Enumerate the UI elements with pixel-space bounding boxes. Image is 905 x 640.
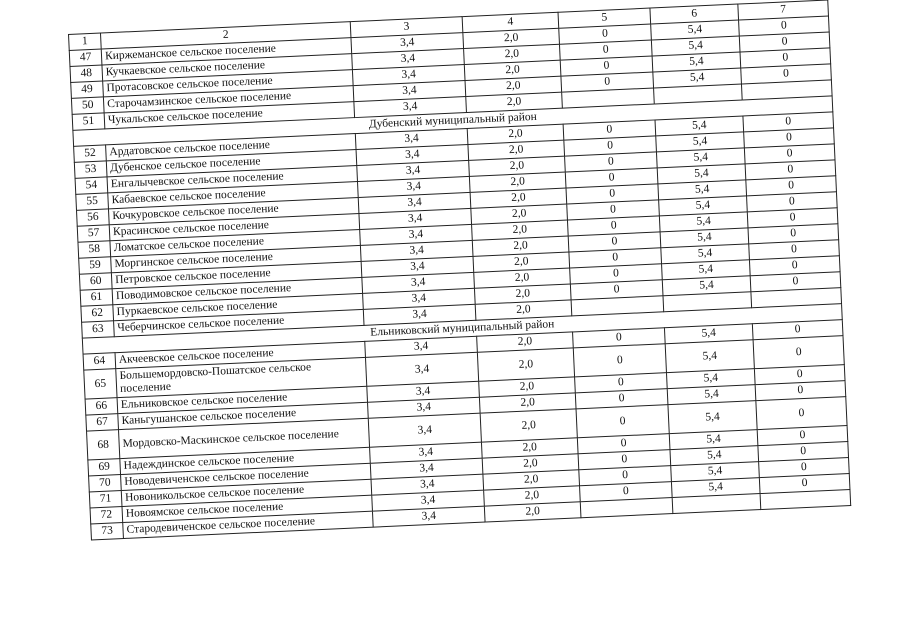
value-cell-c6: 5,4 <box>662 276 751 296</box>
value-cell-c3: 3,4 <box>360 224 473 245</box>
header-cell: 3 <box>350 17 463 38</box>
settlement-name: Акчеевское сельское поселение <box>115 341 365 368</box>
section-title: Дубенский муниципальный район <box>73 96 833 146</box>
value-cell-c7: 0 <box>754 365 845 385</box>
value-cell-c3: 3,4 <box>360 240 473 261</box>
value-cell-c6: 5,4 <box>664 324 753 344</box>
row-number: 65 <box>84 369 117 399</box>
row-number: 73 <box>91 523 124 540</box>
value-cell-c7: 0 <box>740 48 831 68</box>
value-cell-c4: 2,0 <box>470 188 567 208</box>
header-cell: 4 <box>462 12 559 32</box>
value-cell-c4: 2,0 <box>472 220 569 240</box>
value-cell-c4: 2,0 <box>469 172 566 192</box>
value-cell-c7: 0 <box>744 144 835 164</box>
value-cell-c3: 3,4 <box>363 304 476 325</box>
value-cell-c7: 0 <box>755 381 846 401</box>
value-cell-c4: 2,0 <box>464 60 561 80</box>
value-cell-c4: 2,0 <box>473 252 570 272</box>
value-cell-c4: 2,0 <box>464 44 561 64</box>
value-cell-c5: 0 <box>570 280 663 300</box>
value-cell-c5: 0 <box>577 434 670 454</box>
value-cell-c7: 0 <box>739 32 830 52</box>
value-cell-c5: 0 <box>565 152 658 172</box>
settlement-name: Протасовское сельское поселение <box>103 70 353 97</box>
value-cell-c3: 3,4 <box>361 256 474 277</box>
value-cell-c6: 5,4 <box>661 244 750 264</box>
value-cell-c7: 0 <box>749 256 840 276</box>
value-cell-c5: 0 <box>578 450 671 470</box>
value-cell-c7: 0 <box>745 160 836 180</box>
value-cell-c6: 5,4 <box>653 68 742 88</box>
value-cell-c4: 2,0 <box>480 409 577 442</box>
value-cell-c4: 2,0 <box>477 332 574 352</box>
value-cell-c6: 5,4 <box>665 340 754 373</box>
value-cell-c7: 0 <box>739 16 830 36</box>
value-cell-c7: 0 <box>749 240 840 260</box>
value-cell-c7: 0 <box>744 128 835 148</box>
header-cell: 7 <box>738 0 829 20</box>
row-number: 69 <box>88 459 121 476</box>
row-number: 57 <box>77 225 110 242</box>
value-cell-c3: 3,4 <box>371 474 484 495</box>
value-cell-c4: 2,0 <box>484 502 581 522</box>
header-cell: 5 <box>558 8 651 28</box>
row-number: 59 <box>79 257 112 274</box>
row-number: 58 <box>78 241 111 258</box>
settlement-name: Поводимовское сельское поселение <box>112 277 362 304</box>
settlement-name: Новоникольское сельское поселение <box>121 479 371 506</box>
value-cell-c5: 0 <box>559 24 652 44</box>
row-number: 48 <box>70 65 103 82</box>
value-cell-c3: 3,4 <box>355 128 468 149</box>
value-cell-c5: 0 <box>580 482 673 502</box>
value-cell-c4: 2,0 <box>474 268 571 288</box>
value-cell-c6: 5,4 <box>671 478 760 498</box>
value-cell-c5: 0 <box>573 344 666 377</box>
value-cell-c6: 5,4 <box>668 401 757 434</box>
value-cell-c5: 0 <box>567 200 660 220</box>
value-cell-c3: 3,4 <box>370 458 483 479</box>
value-cell-c6: 5,4 <box>651 36 740 56</box>
value-cell-c6 <box>672 494 761 514</box>
settlement-name: Моргинское сельское поселение <box>111 245 361 272</box>
value-cell-c6: 5,4 <box>669 430 758 450</box>
row-number: 49 <box>71 81 104 98</box>
value-cell-c4: 2,0 <box>477 348 574 381</box>
value-cell-c7: 0 <box>759 474 850 494</box>
value-cell-c4: 2,0 <box>482 454 579 474</box>
table-body <box>69 0 851 540</box>
row-number: 67 <box>86 414 119 431</box>
row-number: 51 <box>72 113 105 130</box>
value-cell-c4: 2,0 <box>463 28 560 48</box>
settlement-name: Пуркаевское сельское поселение <box>113 293 363 320</box>
value-cell-c7: 0 <box>752 320 843 340</box>
value-cell-c6: 5,4 <box>655 116 744 136</box>
value-cell-c6: 5,4 <box>659 212 748 232</box>
row-number: 60 <box>79 273 112 290</box>
value-cell-c7: 0 <box>756 397 847 430</box>
value-cell-c3: 3,4 <box>353 81 466 102</box>
rates-table <box>68 0 851 540</box>
value-cell-c3: 3,4 <box>352 49 465 70</box>
settlement-name: Ельниковское сельское поселение <box>117 386 367 413</box>
value-cell-c4: 2,0 <box>484 486 581 506</box>
settlement-name: Надеждинское сельское поселение <box>120 447 370 474</box>
value-cell-c4: 2,0 <box>481 438 578 458</box>
row-number: 53 <box>74 161 107 178</box>
value-cell-c7: 0 <box>743 112 834 132</box>
value-cell-c6: 5,4 <box>671 462 760 482</box>
value-cell-c6: 5,4 <box>660 228 749 248</box>
header-cell: 6 <box>650 4 739 24</box>
value-cell-c4: 2,0 <box>467 124 564 144</box>
value-cell-c4: 2,0 <box>471 204 568 224</box>
settlement-name: Большемордовско-Пошатское сельское поселение <box>116 357 367 397</box>
value-cell-c3: 3,4 <box>368 397 481 418</box>
value-cell-c3: 3,4 <box>372 506 485 527</box>
settlement-name: Кабаевское сельское поселение <box>108 182 358 209</box>
value-cell-c7: 0 <box>753 336 844 369</box>
value-cell-c7: 0 <box>758 442 849 462</box>
value-cell-c4: 2,0 <box>483 470 580 490</box>
value-cell-c7: 0 <box>741 64 832 84</box>
settlement-name: Киржеманское сельское поселение <box>101 38 351 65</box>
value-cell-c3: 3,4 <box>357 176 470 197</box>
row-number: 72 <box>90 507 123 524</box>
value-cell-c4: 2,0 <box>479 393 576 413</box>
value-cell-c3: 3,4 <box>367 381 480 402</box>
row-number: 63 <box>82 321 115 338</box>
value-cell-c4: 2,0 <box>466 92 563 112</box>
row-number: 61 <box>80 289 113 306</box>
row-number: 68 <box>87 430 120 460</box>
value-cell-c5: 0 <box>568 232 661 252</box>
value-cell-c7: 0 <box>750 272 841 292</box>
scanned-page <box>68 0 850 540</box>
value-cell-c6: 5,4 <box>656 132 745 152</box>
value-cell-c4: 2,0 <box>472 236 569 256</box>
header-cell: 2 <box>100 22 350 49</box>
value-cell-c5: 0 <box>565 168 658 188</box>
value-cell-c6: 5,4 <box>658 180 747 200</box>
value-cell-c6: 5,4 <box>662 260 751 280</box>
value-cell-c3: 3,4 <box>368 413 481 447</box>
settlement-name: Новоямское сельское поселение <box>122 495 372 522</box>
settlement-name: Красинское сельское поселение <box>109 213 359 240</box>
value-cell-c7: 0 <box>759 458 850 478</box>
settlement-name: Чукальское сельское поселение <box>104 102 354 129</box>
value-cell-c3: 3,4 <box>358 192 471 213</box>
value-cell-c5: 0 <box>559 40 652 60</box>
value-cell-c5: 0 <box>567 216 660 236</box>
value-cell-c6: 5,4 <box>667 385 756 405</box>
value-cell-c3: 3,4 <box>363 288 476 309</box>
header-cell: 1 <box>69 33 102 50</box>
row-number: 55 <box>76 193 109 210</box>
value-cell-c5: 0 <box>560 56 653 76</box>
value-cell-c5: 0 <box>566 184 659 204</box>
value-cell-c3: 3,4 <box>354 97 467 118</box>
value-cell-c3: 3,4 <box>365 336 478 357</box>
value-cell-c6: 5,4 <box>651 20 740 40</box>
value-cell-c7 <box>760 489 851 509</box>
value-cell-c5: 0 <box>570 264 663 284</box>
row-number: 70 <box>89 475 122 492</box>
section-title: Ельниковский муниципальный район <box>82 304 842 354</box>
value-cell-c7: 0 <box>747 192 838 212</box>
settlement-name: Стародевиченское сельское поселение <box>123 511 373 538</box>
value-cell-c5: 0 <box>563 120 656 140</box>
value-cell-c6: 5,4 <box>659 196 748 216</box>
row-number: 54 <box>75 177 108 194</box>
row-number: 50 <box>71 97 104 114</box>
value-cell-c5: 0 <box>575 373 668 393</box>
settlement-name: Ардатовское сельское поселение <box>106 134 356 161</box>
settlement-name: Новодевиченское сельское поселение <box>121 463 371 490</box>
value-cell-c3: 3,4 <box>372 490 485 511</box>
value-cell-c5: 0 <box>564 136 657 156</box>
value-cell-c5: 0 <box>561 72 654 92</box>
value-cell-c6: 5,4 <box>666 369 755 389</box>
value-cell-c5: 0 <box>569 248 662 268</box>
value-cell-c3: 3,4 <box>359 208 472 229</box>
value-cell-c5: 0 <box>576 405 669 438</box>
settlement-name: Старочамзинское сельское поселение <box>103 86 353 113</box>
settlement-name: Кочкуровское сельское поселение <box>108 198 358 225</box>
settlement-name: Каньгушанское сельское поселение <box>118 402 368 429</box>
value-cell-c3: 3,4 <box>356 144 469 165</box>
value-cell-c6: 5,4 <box>656 148 745 168</box>
value-cell-c7: 0 <box>748 224 839 244</box>
value-cell-c3: 3,4 <box>351 33 464 54</box>
value-cell-c7: 0 <box>746 176 837 196</box>
value-cell-c5: 0 <box>579 466 672 486</box>
value-cell-c6: 5,4 <box>657 164 746 184</box>
settlement-name: Петровское сельское поселение <box>111 261 361 288</box>
value-cell-c3: 3,4 <box>365 352 478 386</box>
settlement-name: Енгалычевское сельское поселение <box>107 166 357 193</box>
settlement-name: Чеберчинское сельское поселение <box>114 309 364 336</box>
value-cell-c4: 2,0 <box>468 140 565 160</box>
value-cell-c3: 3,4 <box>357 160 470 181</box>
value-cell-c5: 0 <box>573 328 666 348</box>
value-cell-c3: 3,4 <box>352 65 465 86</box>
value-cell-c4: 2,0 <box>479 377 576 397</box>
value-cell-c6: 5,4 <box>652 52 741 72</box>
value-cell-c4: 2,0 <box>465 76 562 96</box>
value-cell-c7: 0 <box>747 208 838 228</box>
value-cell-c5: 0 <box>575 389 668 409</box>
settlement-name: Ломатское сельское поселение <box>110 229 360 256</box>
settlement-name: Мордовско-Маскинское сельское поселение <box>118 418 369 458</box>
value-cell-c3: 3,4 <box>370 442 483 463</box>
value-cell-c4: 2,0 <box>469 156 566 176</box>
value-cell-c5 <box>580 498 673 518</box>
value-cell-c3: 3,4 <box>362 272 475 293</box>
row-number: 64 <box>83 353 116 370</box>
row-number: 71 <box>89 491 122 508</box>
row-number: 62 <box>81 305 114 322</box>
row-number: 47 <box>69 49 102 66</box>
settlement-name: Дубенское сельское поселение <box>106 150 356 177</box>
settlement-name: Кучкаевское сельское поселение <box>102 54 352 81</box>
value-cell-c4: 2,0 <box>474 284 571 304</box>
row-number: 56 <box>77 209 110 226</box>
value-cell-c7: 0 <box>757 426 848 446</box>
row-number: 66 <box>85 398 118 415</box>
row-number: 52 <box>74 145 107 162</box>
value-cell-c4: 2,0 <box>475 300 572 320</box>
value-cell-c6: 5,4 <box>670 446 759 466</box>
